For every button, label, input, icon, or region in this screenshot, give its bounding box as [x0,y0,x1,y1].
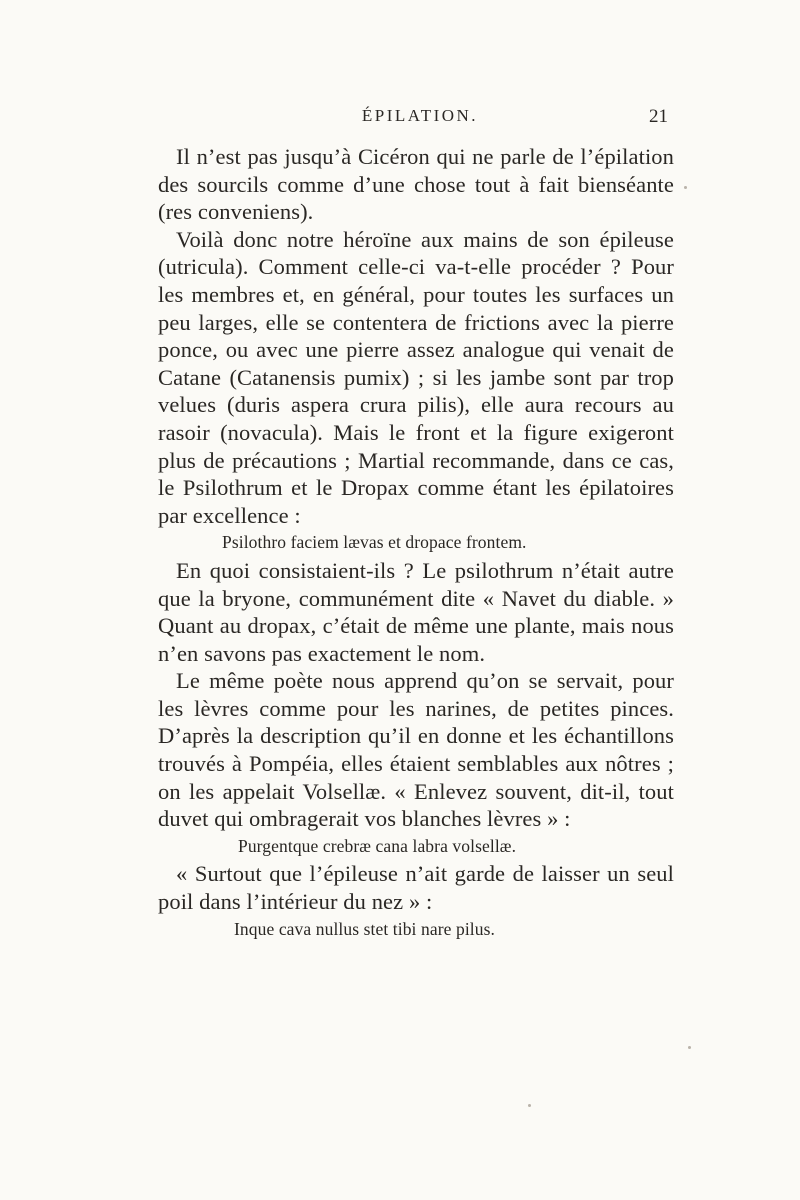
paragraph-ciceron: Il n’est pas jusqu’à Cicéron qui ne parle de l’épilation des sourcils comme d’une chose tout à fait bienséante (res conveniens). [158,144,674,225]
latin-quote-inque: Inque cava nullus stet tibi nare pilus. [234,918,495,939]
paragraph-volsellae: Le même poète nous apprend qu’on se servait, pour les lèvres comme pour les narines, de petites pinces. D’après la description qu’il en donne et les échantillons trouvés à Pompéia, elles étaient semblables aux nôtres ; on les appelait Volsellæ. « Enlevez souvent, dit-il, tout duvet qui ombragerait vos blanches lèvres » : [158,668,674,832]
body-text [158,143,674,943]
paper-speck [528,1104,531,1107]
chapter-title: ÉPILATION. [361,106,479,125]
paragraph-epileuse: Voilà donc notre héroïne aux mains de son épileuse (utricula). Comment celle-ci va-t-elle procéder ? Pour les membres et, en général, pour toutes les surfaces un peu larges, elle se contentera de frictions avec la pierre ponce, ou avec une pierre assez analogue qui venait de Catane (Catanensis pumix) ; si les jambe sont par trop velues (duris aspera crura pilis), elle aura recours au rasoir (novacula). Mais le front et la figure exigeront plus de précautions ; Martial recommande, dans ce cas, le Psilothrum et le Dropax comme étant les épilatoires par excellence : [158,226,674,528]
paragraph-nez: « Surtout que l’épileuse n’ait garde de laisser un seul poil dans l’intérieur du nez » : [158,861,674,915]
latin-quote-purgentque: Purgentque crebræ cana labra volsellæ. [238,835,517,856]
paper-speck [684,186,687,189]
paragraph-psilothrum: En quoi consistaient-ils ? Le psilothrum n’était autre que la bryone, communément dite « Navet du diable. » Quant au dropax, c’était de même une plante, mais nous n’en savons pas exactement le nom. [158,557,674,666]
running-head [160,106,680,132]
latin-quote-psilothro: Psilothro faciem lævas et dropace frontem. [222,532,527,553]
paper-speck [688,1046,691,1049]
page-number: 21 [649,106,668,127]
